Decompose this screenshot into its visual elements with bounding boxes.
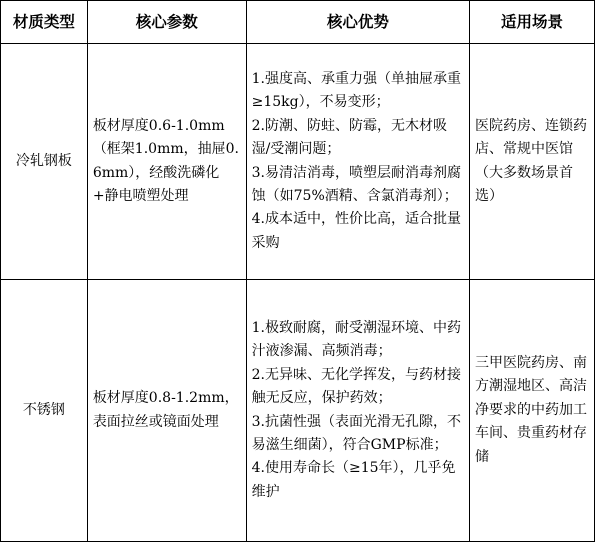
advantages-cell (246, 280, 469, 542)
header-use-scenarios: 适用场景 (470, 1, 595, 44)
header-row (1, 1, 595, 44)
header-material-type: 材质类型 (1, 1, 88, 44)
use-scenarios-cell: 医院药房、连锁药店、常规中医馆（大多数场景首选） (470, 44, 595, 280)
table-row (1, 280, 595, 542)
header-core-advantages: 核心优势 (246, 1, 469, 44)
advantages-cell (246, 44, 469, 280)
advantage-item: 1.极致耐腐，耐受潮湿环境、中药汁液渗漏、高频消毒； (251, 319, 461, 360)
use-scenarios-cell: 三甲医院药房、南方潮湿地区、高洁净要求的中药加工车间、贵重药材存储 (470, 280, 595, 542)
material-type-cell: 冷轧钢板 (1, 44, 88, 280)
core-params-cell: 板材厚度0.6-1.0mm（框架1.0mm，抽屉0.6mm），经酸洗磷化+静电喷塑处理 (87, 44, 246, 280)
advantage-item: 2.防潮、防蛀、防霉，无木材吸湿/受潮问题； (251, 117, 447, 158)
advantage-item: 1.强度高、承重力强（单抽屉承重≥15kg），不易变形； (251, 70, 461, 111)
advantage-item: 4.成本适中，性价比高，适合批量采购 (251, 211, 461, 251)
core-params-cell: 板材厚度0.8-1.2mm，表面拉丝或镜面处理 (87, 280, 246, 542)
advantage-item: 2.无异味、无化学挥发，与药材接触无反应，保护药效； (251, 366, 461, 407)
advantage-item: 3.抗菌性强（表面光滑无孔隙，不易滋生细菌），符合GMP标准； (251, 413, 461, 453)
header-core-params: 核心参数 (87, 1, 246, 44)
material-type-cell: 不锈钢 (1, 280, 88, 542)
table-row (1, 44, 595, 280)
advantage-item: 3.易清洁消毒，喷塑层耐消毒剂腐蚀（如75%酒精、含氯消毒剂）； (251, 164, 461, 204)
advantage-item: 4.使用寿命长（≥15年），几乎免维护 (251, 460, 456, 500)
